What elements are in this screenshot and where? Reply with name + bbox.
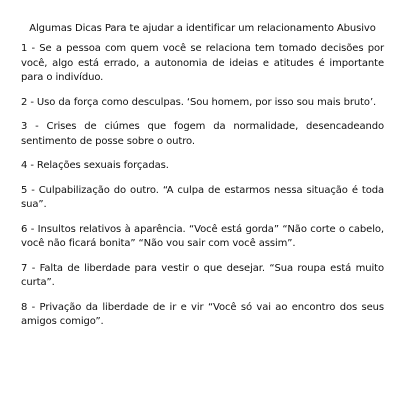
tip-6: 6 - Insultos relativos à aparência. “Você está gorda” “Não corte o cabelo, você não ficará bonita” “Não vou sair com você assim”.: [21, 223, 384, 249]
tip-7: 7 - Falta de liberdade para vestir o que desejar. “Sua roupa está muito curta”.: [21, 262, 384, 288]
tip-4: 4 - Relações sexuais forçadas.: [21, 160, 169, 171]
tip-1: 1 - Se a pessoa com quem você se relaciona tem tomado decisões por você, algo está errado, a autonomia de ideias e atitudes é importante para o indivíduo.: [21, 43, 384, 83]
document-title: Algumas Dicas Para te ajudar a identificar um relacionamento Abusivo: [29, 23, 376, 34]
tip-8: 8 - Privação da liberdade de ir e vir “Você só vai ao encontro dos seus amigos comigo”.: [21, 301, 384, 327]
tip-5: 5 - Culpabilização do outro. “A culpa de estarmos nessa situação é toda sua”.: [21, 184, 384, 210]
tip-2: 2 - Uso da força como desculpas. ‘Sou homem, por isso sou mais bruto’.: [21, 96, 377, 108]
tip-3: 3 - Crises de ciúmes que fogem da normalidade, desencadeando sentimento de posse sobre o outro.: [21, 121, 384, 147]
